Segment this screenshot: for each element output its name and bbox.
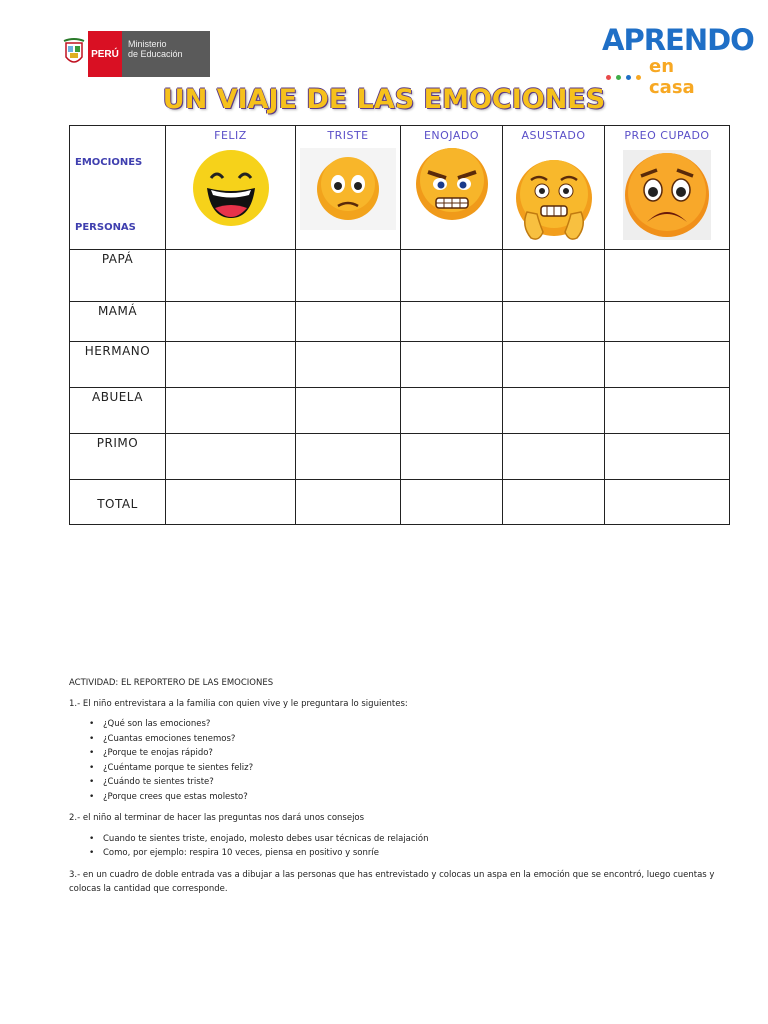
table-cell[interactable]	[166, 250, 296, 302]
table-cell[interactable]	[166, 302, 296, 342]
table-cell[interactable]	[605, 342, 730, 388]
emotion-label: FELIZ	[214, 129, 247, 142]
person-label: HERMANO	[84, 344, 151, 358]
table-cell[interactable]	[401, 342, 503, 388]
coat-of-arms-icon	[60, 31, 88, 77]
page-title: UN VIAJE DE LAS EMOCIONES	[162, 84, 606, 115]
table-cell[interactable]	[166, 342, 296, 388]
peru-label: PERÚ	[88, 31, 122, 77]
sad-face-icon	[300, 148, 396, 235]
table-cell[interactable]	[296, 388, 401, 434]
table-cell[interactable]	[296, 302, 401, 342]
table-cell[interactable]	[296, 250, 401, 302]
ministerio-line2: de Educación	[128, 49, 183, 59]
aprendo-en-casa-logo	[602, 23, 754, 98]
list-item: • ¿Porque crees que estas molesto?	[103, 790, 729, 805]
person-label: ABUELA	[92, 390, 143, 404]
ministerio-label	[122, 31, 210, 77]
emotion-label: ASUSTADO	[521, 129, 586, 142]
questions-list	[69, 717, 729, 804]
table-row	[70, 250, 730, 302]
person-papa	[70, 250, 166, 302]
emotion-label: PREO CUPADO	[624, 129, 710, 142]
table-row	[70, 302, 730, 342]
table-row-total	[70, 480, 730, 525]
list-item: • Como, por ejemplo: respira 10 veces, piensa en positivo y sonríe	[103, 846, 729, 861]
table-cell[interactable]	[296, 342, 401, 388]
emotion-header-asustado	[503, 126, 605, 250]
activity-heading: ACTIVIDAD: EL REPORTERO DE LAS EMOCIONES	[69, 678, 274, 688]
emotion-header-preocupado	[605, 126, 730, 250]
aprendo-text: APRENDO	[602, 23, 754, 57]
table-cell[interactable]	[605, 434, 730, 480]
table-cell[interactable]	[401, 388, 503, 434]
emotions-table	[69, 125, 730, 525]
person-label: PRIMO	[96, 436, 139, 450]
table-cell[interactable]	[401, 434, 503, 480]
advice-list	[69, 832, 729, 861]
table-row	[70, 434, 730, 480]
corner-cell	[70, 126, 166, 250]
table-cell[interactable]	[401, 250, 503, 302]
table-cell[interactable]	[503, 250, 605, 302]
table-cell[interactable]	[296, 480, 401, 525]
list-item: • ¿Cuantas emociones tenemos?	[103, 732, 729, 747]
ministerio-logo	[60, 31, 210, 77]
table-cell[interactable]	[605, 480, 730, 525]
table-cell[interactable]	[296, 434, 401, 480]
personas-label: PERSONAS	[75, 222, 136, 233]
table-cell[interactable]	[503, 342, 605, 388]
person-total	[70, 480, 166, 525]
total-label: TOTAL	[97, 497, 138, 511]
happy-face-icon	[191, 148, 271, 233]
person-abuela	[70, 388, 166, 434]
table-cell[interactable]	[605, 388, 730, 434]
person-hermano	[70, 342, 166, 388]
list-item: • Cuando te sientes triste, enojado, molesto debes usar técnicas de relajación	[103, 832, 729, 847]
step-1: 1.- El niño entrevistara a la familia con quien vive y le preguntara lo siguientes:	[69, 698, 408, 709]
emotion-header-enojado	[401, 126, 503, 250]
emociones-label: EMOCIONES	[75, 157, 143, 168]
emotion-label: TRISTE	[327, 129, 369, 142]
person-primo	[70, 434, 166, 480]
table-cell[interactable]	[503, 302, 605, 342]
ministerio-line1: Ministerio	[128, 39, 167, 49]
table-cell[interactable]	[605, 302, 730, 342]
table-cell[interactable]	[166, 388, 296, 434]
person-label: MAMÁ	[97, 304, 138, 318]
table-cell[interactable]	[503, 480, 605, 525]
emotion-header-feliz	[166, 126, 296, 250]
list-item: • ¿Porque te enojas rápido?	[103, 746, 729, 761]
person-mama	[70, 302, 166, 342]
table-row	[70, 388, 730, 434]
angry-face-icon	[414, 146, 490, 227]
emotion-label: ENOJADO	[423, 129, 480, 142]
table-cell[interactable]	[166, 434, 296, 480]
scared-face-icon	[513, 156, 595, 249]
step-2: 2.- el niño al terminar de hacer las preguntas nos dará unos consejos	[69, 813, 365, 823]
activity-section	[69, 676, 729, 903]
table-cell[interactable]	[401, 480, 503, 525]
color-dots-icon	[606, 75, 641, 80]
person-label: PAPÁ	[101, 252, 134, 266]
list-item: • ¿Cuándo te sientes triste?	[103, 775, 729, 790]
list-item: • ¿Qué son las emociones?	[103, 717, 729, 732]
worried-face-icon	[623, 150, 711, 245]
emotion-header-triste	[296, 126, 401, 250]
en-casa-text: en casa	[649, 56, 695, 98]
step-3: 3.- en un cuadro de doble entrada vas a dibujar a las personas que has entrevistado y colocas un aspa en la emoción que se encontró, luego cuentas y colocas la cantidad que corresponde.	[69, 869, 715, 894]
table-cell[interactable]	[503, 434, 605, 480]
table-cell[interactable]	[166, 480, 296, 525]
table-cell[interactable]	[401, 302, 503, 342]
table-cell[interactable]	[605, 250, 730, 302]
list-item: • ¿Cuéntame porque te sientes feliz?	[103, 761, 729, 776]
table-row	[70, 342, 730, 388]
table-cell[interactable]	[503, 388, 605, 434]
